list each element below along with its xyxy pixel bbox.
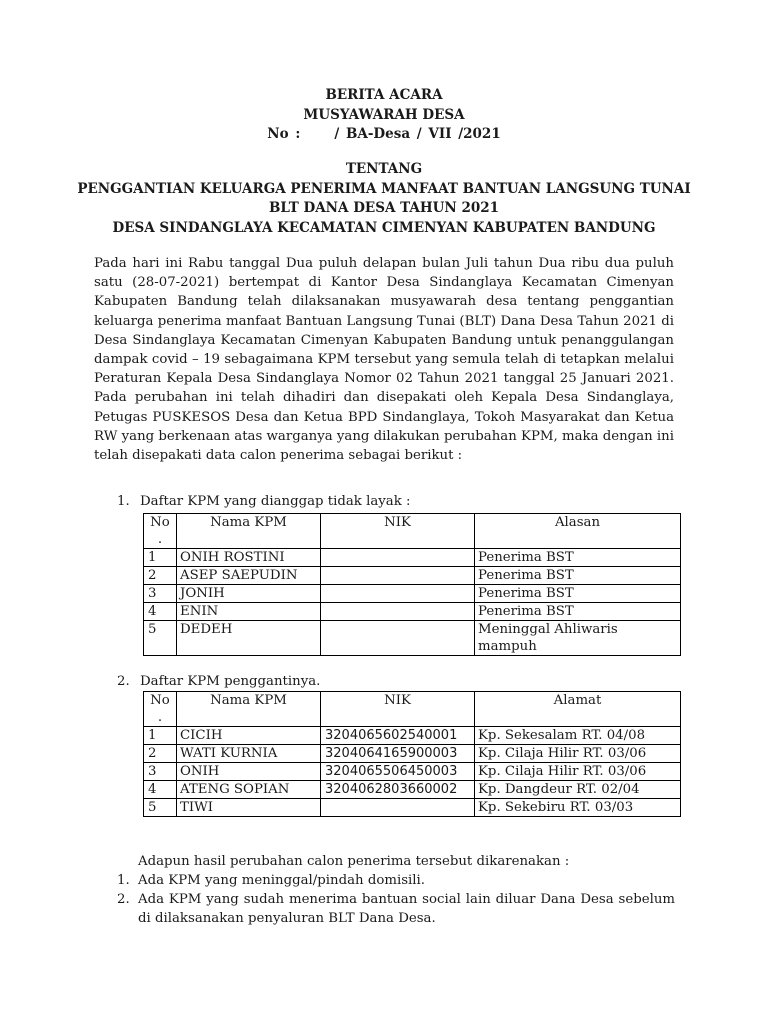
cell-keterangan: Meninggal Ahliwaris mampuh xyxy=(475,621,681,656)
list1-title xyxy=(117,492,410,511)
cell-no: 3 xyxy=(144,763,177,781)
cell-keterangan: Kp. Cilaja Hilir RT. 03/06 xyxy=(475,745,681,763)
table-row xyxy=(144,799,681,817)
cell-keterangan: Kp. Sekesalam RT. 04/08 xyxy=(475,727,681,745)
header-nama: Nama KPM xyxy=(177,514,321,549)
table-header-row xyxy=(144,692,681,727)
document-subject xyxy=(0,160,768,238)
closing-item xyxy=(117,890,675,928)
cell-nik xyxy=(321,603,475,621)
number-label: No : xyxy=(267,126,301,142)
header-keterangan: Alamat xyxy=(475,692,681,727)
subject-line-2: BLT DANA DESA TAHUN 2021 xyxy=(268,200,500,216)
header-nama: Nama KPM xyxy=(177,692,321,727)
header-nik: NIK xyxy=(321,514,475,549)
cell-no: 1 xyxy=(144,727,177,745)
list1-number: 1. xyxy=(117,494,130,509)
cell-no: 2 xyxy=(144,567,177,585)
cell-no: 3 xyxy=(144,585,177,603)
closing-section xyxy=(117,852,675,928)
cell-nama: ONIH ROSTINI xyxy=(177,549,321,567)
table-row xyxy=(144,745,681,763)
subject-line-1: PENGGANTIAN KELUARGA PENERIMA MANFAAT BANTUAN LANGSUNG TUNAI xyxy=(77,180,691,197)
cell-nama: TIWI xyxy=(177,799,321,817)
cell-nik: 3204062803660002 xyxy=(321,781,475,799)
list2-number: 2. xyxy=(117,674,130,689)
list2-label: Daftar KPM penggantinya. xyxy=(140,674,321,689)
cell-nama: DEDEH xyxy=(177,621,321,656)
cell-no: 4 xyxy=(144,603,177,621)
table-row xyxy=(144,549,681,567)
cell-nama: JONIH xyxy=(177,585,321,603)
cell-keterangan: Penerima BST xyxy=(475,567,681,585)
cell-no: 4 xyxy=(144,781,177,799)
header-no: No . xyxy=(144,514,177,549)
header-subtitle: MUSYAWARAH DESA xyxy=(303,106,465,123)
cell-nama: ONIH xyxy=(177,763,321,781)
cell-keterangan: Penerima BST xyxy=(475,549,681,567)
closing-item-number: 2. xyxy=(117,892,130,907)
cell-no: 2 xyxy=(144,745,177,763)
list1-label: Daftar KPM yang dianggap tidak layak : xyxy=(140,494,411,509)
cell-nama: WATI KURNIA xyxy=(177,745,321,763)
table-row xyxy=(144,727,681,745)
cell-keterangan: Kp. Cilaja Hilir RT. 03/06 xyxy=(475,763,681,781)
subject-line-3: DESA SINDANGLAYA KECAMATAN CIMENYAN KABUPATEN BANDUNG xyxy=(112,219,656,236)
cell-nik xyxy=(321,549,475,567)
table-kpm-tidak-layak xyxy=(143,513,681,656)
table-row xyxy=(144,567,681,585)
cell-no: 5 xyxy=(144,799,177,817)
cell-nik: 3204064165900003 xyxy=(321,745,475,763)
document-number xyxy=(0,125,768,145)
cell-nama: CICIH xyxy=(177,727,321,745)
table-row xyxy=(144,781,681,799)
intro-paragraph: Pada hari ini Rabu tanggal Dua puluh delapan bulan Juli tahun Dua ribu dua puluh satu (28-07-2021) bertempat di Kantor Desa Sindanglaya Kecamatan Cimenyan Kabupaten Bandung telah dilaksanakan musyawarah desa tentang penggantian keluarga penerima manfaat Bantuan Langsung Tunai (BLT) Dana Desa Tahun 2021 di Desa Sindanglaya Kecamatan Cimenyan Kabupaten Bandung untuk penanggulangan dampak covid – 19 sebagaimana KPM tersebut yang semula telah di tetapkan melalui Peraturan Kepala Desa Sindanglaya Nomor 02 Tahun 2021 tanggal 25 Januari 2021. Pada perubahan ini telah dihadiri dan disepakati oleh Kepala Desa Sindanglaya, Petugas PUSKESOS Desa dan Ketua BPD Sindanglaya, Tokoh Masyarakat dan Ketua RW yang berkenaan atas warganya yang dilakukan perubahan KPM, maka dengan ini telah disepakati data calon penerima sebagai berikut : xyxy=(94,256,674,464)
table-row xyxy=(144,585,681,603)
header-keterangan: Alasan xyxy=(475,514,681,549)
subject-tentang: TENTANG xyxy=(345,161,423,177)
header-nik: NIK xyxy=(321,692,475,727)
closing-item-number: 1. xyxy=(117,873,130,888)
closing-item-text: Ada KPM yang meninggal/pindah domisili. xyxy=(138,873,426,888)
closing-list xyxy=(117,871,675,928)
document-header xyxy=(0,86,768,145)
cell-nik xyxy=(321,585,475,603)
header-title: BERITA ACARA xyxy=(325,87,443,103)
cell-nama: ASEP SAEPUDIN xyxy=(177,567,321,585)
table-kpm-pengganti xyxy=(143,691,681,817)
cell-nik xyxy=(321,567,475,585)
cell-nama: ATENG SOPIAN xyxy=(177,781,321,799)
cell-keterangan: Penerima BST xyxy=(475,585,681,603)
table-header-row xyxy=(144,514,681,549)
cell-nama: ENIN xyxy=(177,603,321,621)
cell-nik: 3204065506450003 xyxy=(321,763,475,781)
cell-keterangan: Penerima BST xyxy=(475,603,681,621)
header-no: No . xyxy=(144,692,177,727)
cell-no: 1 xyxy=(144,549,177,567)
cell-keterangan: Kp. Sekebiru RT. 03/03 xyxy=(475,799,681,817)
list2-title xyxy=(117,672,320,691)
table-row xyxy=(144,603,681,621)
number-value: / BA-Desa / VII /2021 xyxy=(334,126,501,142)
closing-item-text: Ada KPM yang sudah menerima bantuan social lain diluar Dana Desa sebelum di dilaksanakan penyaluran BLT Dana Desa. xyxy=(138,892,675,926)
table-row xyxy=(144,621,681,656)
cell-nik: 3204065602540001 xyxy=(321,727,475,745)
closing-item xyxy=(117,871,675,890)
cell-no: 5 xyxy=(144,621,177,656)
cell-keterangan: Kp. Dangdeur RT. 02/04 xyxy=(475,781,681,799)
closing-intro: Adapun hasil perubahan calon penerima tersebut dikarenakan : xyxy=(138,854,570,869)
cell-nik xyxy=(321,799,475,817)
cell-nik xyxy=(321,621,475,656)
table-row xyxy=(144,763,681,781)
